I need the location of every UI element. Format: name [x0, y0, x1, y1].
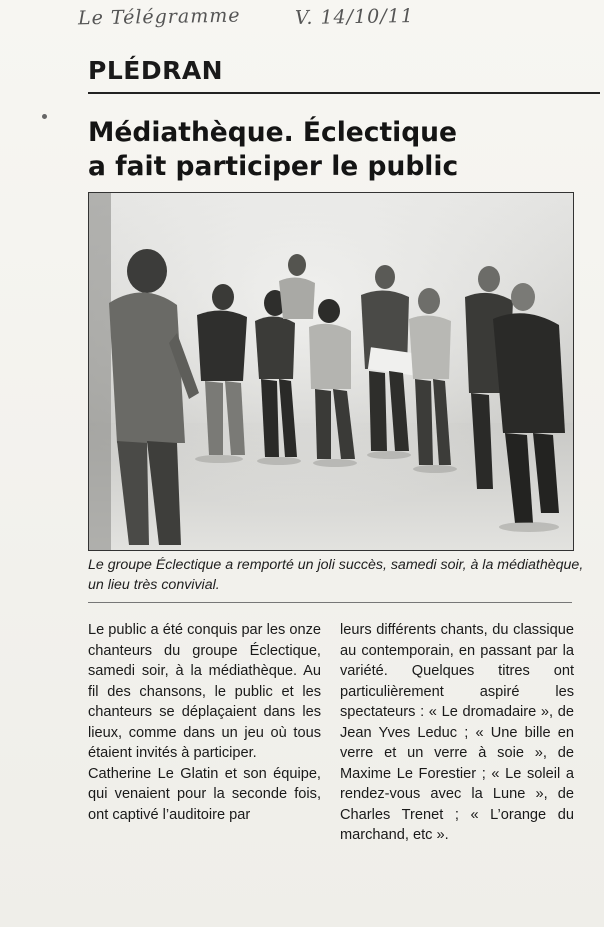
article-photo — [88, 192, 574, 551]
article-column-right — [340, 620, 574, 846]
photo-caption: Le groupe Éclectique a remporté un joli succès, samedi soir, à la médiathèque, un lieu très convivial. — [88, 557, 584, 593]
caption-divider — [88, 602, 572, 603]
article-paragraph: Le public a été conquis par les onze chanteurs du groupe Éclectique, samedi soir, à la médiathèque. Au fil des chansons, le public et les chanteurs se déplaçaient dans les lieux, comme dans un jeu où tous étaient invités à participer. — [88, 622, 321, 761]
handwritten-date-note: V. 14/10/11 — [294, 4, 414, 30]
article-paragraph: Catherine Le Glatin et son équipe, qui venaient pour la seconde fois, ont captivé l’auditoire par — [88, 765, 321, 823]
section-divider — [88, 92, 600, 94]
article-paragraph: leurs différents chants, du classique au contemporain, en passant par la variété. Quelques titres ont particulièrement aspiré les spectateurs : « Le dromadaire », de Jean Yves Leduc ; « Une bille en verre et un verre à soie », de Maxime Le Forestier ; « Le soleil a rendez-vous avec la Lune », de Charles Trenet ; « L’orange du marchand, etc ». — [340, 622, 574, 843]
section-title: PLÉDRAN — [88, 56, 224, 85]
headline-line-1: Médiathèque. Éclectique — [88, 117, 458, 148]
handwritten-source-note: Le Télégramme — [77, 4, 241, 30]
headline-line-2: a fait participer le public — [88, 151, 459, 182]
paper-speck — [42, 114, 47, 119]
article-column-left — [88, 620, 321, 825]
article-headline — [88, 116, 588, 184]
